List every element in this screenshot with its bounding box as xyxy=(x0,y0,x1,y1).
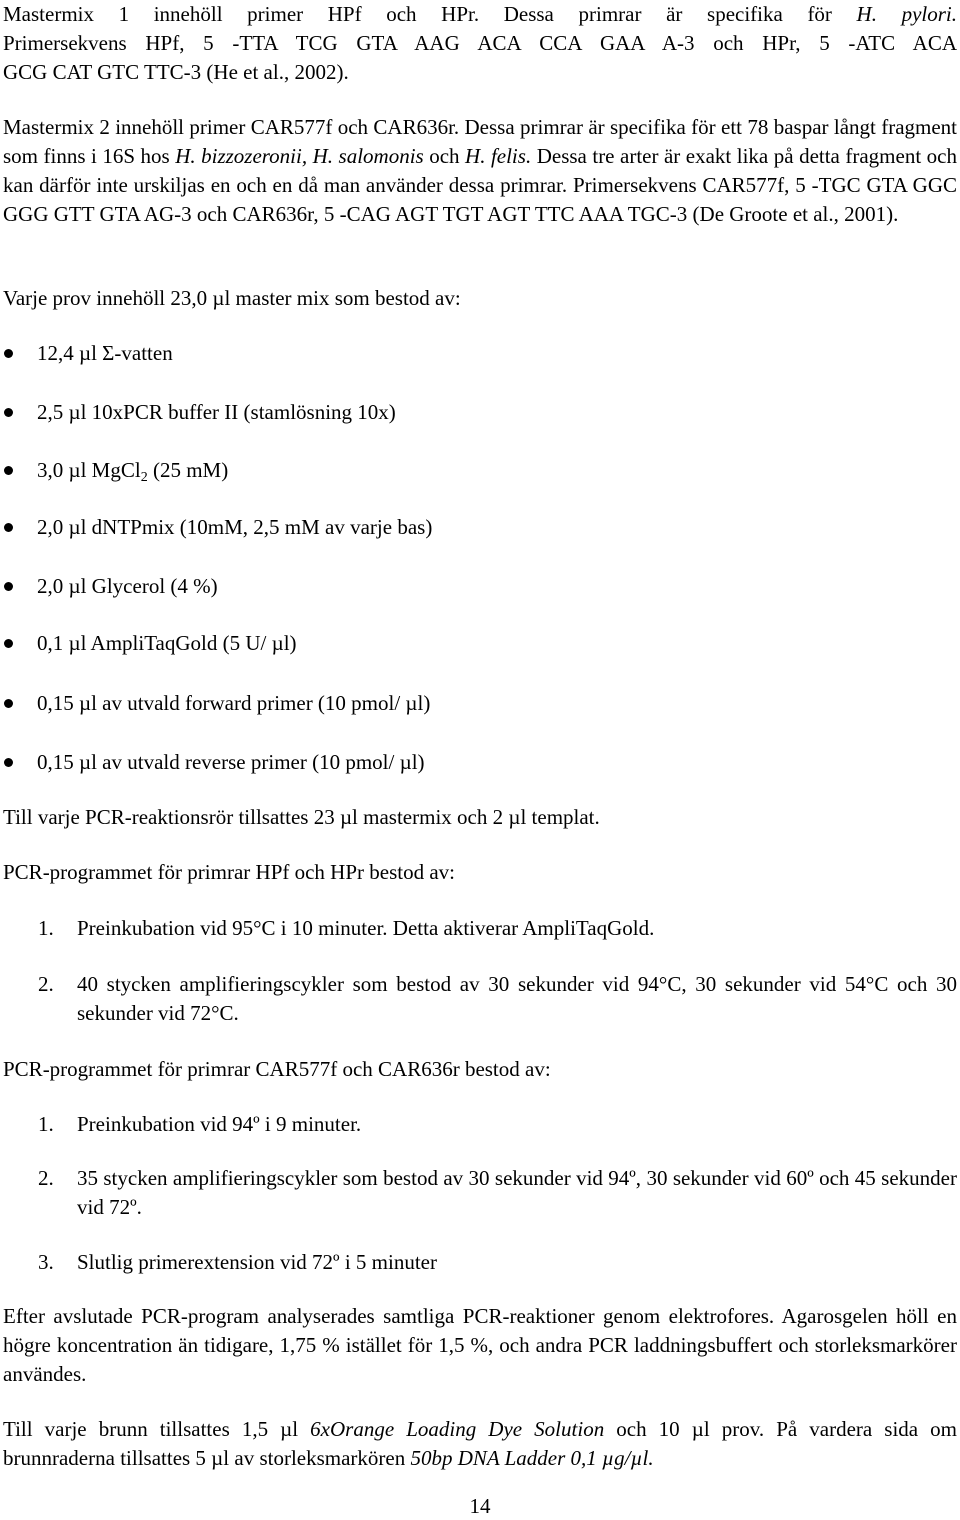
bullet-icon xyxy=(4,639,13,648)
paragraph-primer-hp-line3: GCG CAT GTC TTC-3 (He et al., 2002). xyxy=(3,60,349,84)
paragraph-primer-car: Mastermix 2 innehöll primer CAR577f och CAR636r. Dessa primrar är specifika för ett 78 baspar långt fragment som finns i 16S hos H. bizzozeronii, H. salomonis och H. felis. Dessa tre arter är exakt lika på detta fragment och kan därför inte urskiljas en och en då man använder dessa primrar. Primersekvens CAR577f, 5 -TGC GTA GGC GGG GTT GTA AG-3 och CAR636r, 5 -CAG AGT TGT AGT TTC AAA TGC-3 (De Groote et al., 2001). xyxy=(3,115,957,226)
bullet-icon xyxy=(4,758,13,767)
tube-text: Till varje PCR-reaktionsrör tillsattes 23 µl mastermix och 2 µl templat. xyxy=(3,805,600,829)
paragraph-primer-hp-line2: Primersekvens HPf, 5 -TTA TCG GTA AAG ACA CCA GAA A-3 och HPr, 5 -ATC ACA xyxy=(3,31,957,55)
paragraph-primer-hp-line1: Mastermix 1 innehöll primer HPf och HPr. Dessa primrar är specifika för H. pylori. xyxy=(3,2,957,26)
page-number: 14 xyxy=(469,1494,491,1518)
paragraph-electrophoresis: Efter avslutade PCR-program analyserades samtliga PCR-reaktioner genom elektrofores. Agarosgelen höll en högre koncentration än tidigare, 1,75 % istället för 1,5 %, och andra PCR laddningsbuffert och storleksmarkörer användes. xyxy=(3,1304,957,1386)
mix-intro: Varje prov innehöll 23,0 µl master mix som bestod av: xyxy=(3,286,461,310)
bullet-icon xyxy=(4,466,13,475)
bullet-icon xyxy=(4,523,13,532)
paragraph-wells: Till varje brunn tillsattes 1,5 µl 6xOrange Loading Dye Solution och 10 µl prov. På vardera sida om brunnraderna tillsattes 5 µl av storleksmarkören 50bp DNA Ladder 0,1 µg/µl. xyxy=(3,1417,958,1470)
program1-intro: PCR-programmet för primrar HPf och HPr bestod av: xyxy=(3,860,456,884)
program2-intro: PCR-programmet för primrar CAR577f och CAR636r bestod av: xyxy=(3,1057,551,1081)
bullet-icon xyxy=(4,699,13,708)
bullet-icon xyxy=(4,582,13,591)
bullet-icon xyxy=(4,349,13,358)
document-page: Mastermix 1 innehöll primer HPf och HPr. Dessa primrar är specifika för H. pylori. Primersekvens HPf, 5 -TTA TCG GTA AAG ACA CCA GAA A-3 och HPr, 5 -ATC ACA GCG CAT GTC TTC-3 (He et al., 2002). Mastermix 2 innehöll primer CAR577f och CAR636r. Dessa primrar är specifika för ett 78 baspar långt fragment som finns i 16S hos H. bizzozeronii, H. salomonis och H. felis. Dessa tre arter är exakt lika på detta fragment och kan därför inte urskiljas en och en då man använder dessa primrar. Primersekvens CAR577f, 5 -TGC GTA GGC GGG GTT GTA AG-3 och CAR636r, 5 -CAG AGT TGT AGT TTC AAA TGC-3 (De Groote et al., 2001). Varje prov innehöll 23,0 µl master mix som bestod av: 12,4 µl Σ-vatten 2,5 µl 10xPCR buffer II (stamlösning 10x) 3,0 µl MgCl$_2$ (25 mM) 2,0 µl dNTPmix (10mM, 2,5 mM av varje bas) 2,0 µl Glycerol (4 %) 0,1 µl AmpliTaqGold (5 U/ µl) 0,15 µl av utvald forward primer (10 pmol/ µl) 0,15 µl av utvald reverse primer (10 pmol/ µl) Till varje PCR-reaktionsrör tillsattes 23 µl mastermix och 2 µl templat. PCR-programmet för primrar HPf och HPr bestod av: 1. Preinkubation vid 95°C i 10 minuter. Detta aktiverar AmpliTaqGold. 2. 40 stycken amplifieringscykler som bestod av 30 sekunder vid 94°C, 30 sekunder vid 54°C och 30 sekunder vid 72°C. PCR-programmet för primrar CAR577f och CAR636r bestod av: 1. Preinkubation vid 94º i 9 minuter. 2. 35 stycken amplifieringscykler som bestod av 30 sekunder vid 94º, 30 sekunder vid 60º och 45 sekunder vid 72º. 3. Slutlig primerextension vid 72º i 5 minuter Efter avslutade PCR-program analyserades samtliga PCR-reaktioner genom elektrofores. Agarosgelen höll en högre koncentration än tidigare, 1,75 % istället för 1,5 %, och andra PCR laddningsbuffert och storleksmarkörer användes. Till varje brunn tillsattes 1,5 µl 6xOrange Loading Dye Solution och 10 µl prov. På vardera sida om brunnraderna tillsattes 5 µl av storleksmarkören 50bp DNA Ladder 0,1 µg/µl. 14 xyxy=(0,0,960,1520)
bullet-icon xyxy=(4,408,13,417)
